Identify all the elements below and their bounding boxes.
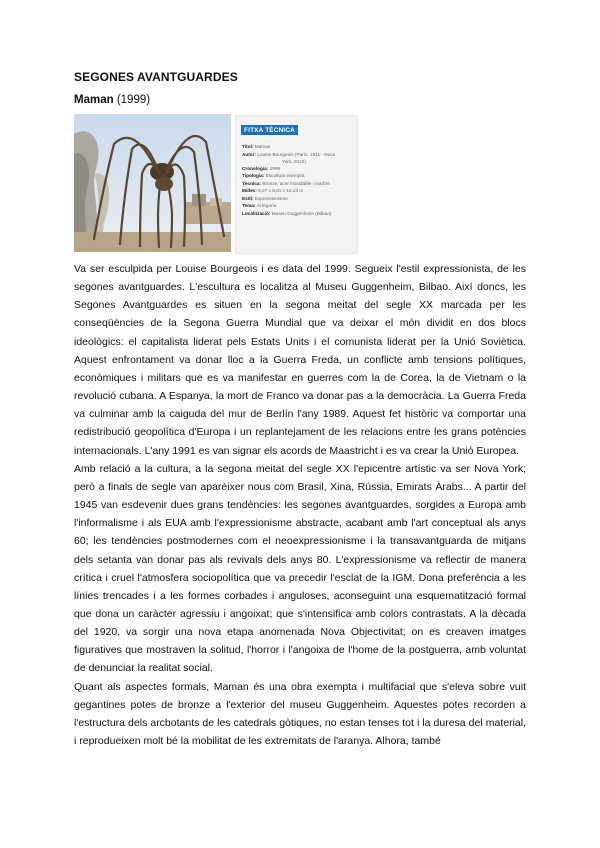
technical-sheet-row [242, 181, 330, 186]
technical-sheet-key: Mides: [242, 188, 257, 193]
work-name: Maman [74, 94, 114, 106]
technical-sheet-key: Estil: [242, 196, 254, 201]
technical-sheet-row [282, 159, 306, 164]
work-year: (1999) [116, 94, 151, 106]
technical-sheet-row [242, 152, 335, 157]
technical-sheet-card [235, 115, 358, 254]
technical-sheet-key: Títol: [242, 144, 254, 149]
paragraph-3: Quant als aspectes formals, Maman és una obra exempta i multifacial que s'eleva sobre vuit gegantines potes de bronze a l'exterior del museu Guggenheim. Aquestes potes recorden a l'estructura dels arcbotants de les catedrals gòtiques, no estan tenses tot i la duresa del material, i reprodueixen molt bé la mobilitat de les extremitats de l'aranya. Alhora, també [74, 680, 526, 748]
technical-sheet-value: Expressionisme [254, 196, 288, 201]
article-body [74, 260, 526, 750]
technical-sheet-row [242, 144, 270, 149]
technical-sheet-key: Tema: [242, 203, 256, 208]
technical-sheet-key: Tipologia: [242, 173, 265, 178]
technical-sheet-key: Tècnica: [242, 181, 262, 186]
technical-sheet-value: Al·legoria [256, 203, 277, 208]
technical-sheet-key: Autor: [242, 152, 257, 157]
technical-sheet-key: Cronologia: [242, 166, 269, 171]
paragraph-1: Va ser esculpida per Louise Bourgeois i es data del 1999. Segueix l'estil expressionista, de les segones avantguardes. L'escultura es localitza al Museu Guggenheim, Bilbao. Així doncs, les Segones Avantguardes es situen en la segona meitat del segle XX marcada per les conseqüències de la Segona Guerra Mundial que va deixar el món dividit en dos blocs ideològics: el capitalista liderat pels Estats Units i el comunista liderat per la Unió Soviètica. Aquest enfrontament va donar lloc a la Guerra Freda, un conflicte amb tensions polítiques, econòmiques i militars que es va manifestar en guerres com la de Corea, la de Vietnam o la revolució cubana. A Espanya, la mort de Franco va donar pas a la democràcia. La Guerra Freda va culminar amb la caiguda del mur de Berlín l'any 1989. Aquest fet històric va comportar una redistribució geopolítica d'Europa i un replantejament de les relacions entre les grans potències internacionals. L'any 1991 es van signar els acords de Maastricht i es va crear la Unió Europea. [74, 263, 526, 457]
technical-sheet-row [242, 211, 331, 216]
technical-sheet-value: Museu Guggenheim (Bilbao) [271, 211, 332, 216]
technical-sheet-value: Escultura exempta [265, 173, 305, 178]
technical-sheet-label: FITXA TÈCNICA [241, 125, 298, 135]
technical-sheet-value: Bronze, acer inoxidable i marbre [262, 181, 330, 186]
technical-sheet-value: Louise Bourgeois (París, 1911 - Nova [257, 152, 336, 157]
technical-sheet-row [242, 173, 304, 178]
technical-sheet-row [242, 203, 276, 208]
technical-sheet-value: 9,27 x 8,91 x 10,23 m [258, 188, 304, 193]
technical-sheet-key: Localització: [242, 211, 271, 216]
sculpture-image [74, 114, 231, 252]
technical-sheet-row [242, 188, 303, 193]
paragraph-2: Amb relació a la cultura, a la segona meitat del segle XX l'epicentre artístic va ser Nova York; però a finals de segle van aparèixer nous com Brasil, Xina, Rússia, Emirats Àrabs... A partir del 1945 van esdevenir dues grans tendències: les segones avantguardes, sorgides a Europa amb l'informalisme i als EUA amb l'expressionisme abstracte, acabant amb l'art conceptual als anys 60; les tendències postmodernes com el neoexpressionisme i la transavantguarda de mitjans dels setanta van donar pas als revivals dels anys 80. L'expressionisme va reflectir de manera crítica i cruel l'atmosfera sociopolítica que va precedir l'esclat de la IGM. Dona preferència a les línies trencades i a les formes corbades i anguloses, aconseguint una esquematització formal que dona un caràcter agressiu i angoixat; que s'intensifica amb colors contrastats. A la dècada del 1920, va sorgir una nova etapa anomenada Nova Objectivitat; on es creaven imatges figuratives que mostraven la solitud, l'horror i l'angoixa de l'home de la postguerra, amb voluntat de denunciar la realitat social. [74, 462, 526, 675]
technical-sheet-row [242, 166, 280, 171]
work-title-line [74, 94, 150, 106]
technical-sheet-value: 1999 [269, 166, 281, 171]
technical-sheet-row [242, 196, 288, 201]
technical-sheet-value: York, 2010) [282, 159, 306, 164]
technical-sheet-value: Maman [254, 144, 271, 149]
page-heading: SEGONES AVANTGUARDES [74, 70, 238, 84]
maman-sculpture-photo [74, 114, 231, 252]
